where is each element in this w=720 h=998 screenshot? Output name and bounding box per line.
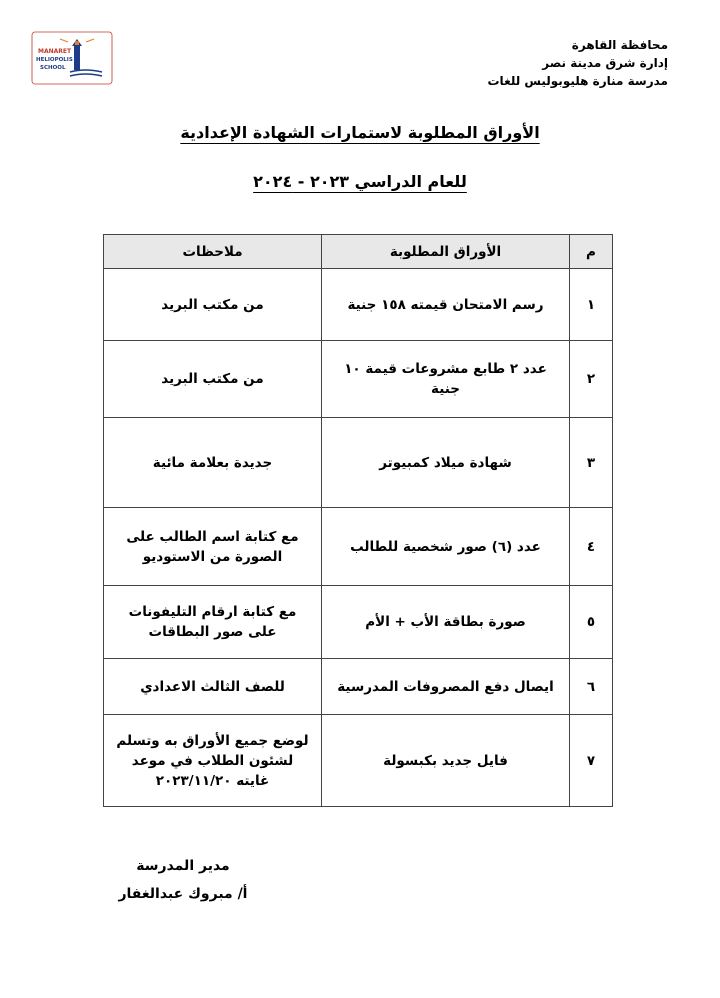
header-notes: ملاحظات [104, 235, 322, 269]
document-title: الأوراق المطلوبة لاستمارات الشهادة الإعدادية [180, 123, 540, 142]
row-note: لوضع جميع الأوراق به وتسلم لشئون الطلاب في موعد غايته ٢٠٢٣/١١/٢٠ [104, 715, 322, 807]
lighthouse-logo-icon [30, 30, 114, 86]
row-number: ٣ [570, 418, 613, 508]
row-document: فايل جديد بكبسولة [322, 715, 570, 807]
table-row [104, 341, 613, 418]
school-name-line: مدرسة منارة هليوبوليس للغات [487, 74, 668, 88]
table-row [104, 418, 613, 508]
header-documents: الأوراق المطلوبة [322, 235, 570, 269]
logo-text-line2: HELIOPOLIS [36, 57, 73, 63]
document-subtitle: للعام الدراسي ٢٠٢٣ - ٢٠٢٤ [253, 172, 467, 191]
logo-text-line1: MANARET [38, 48, 72, 55]
table-row [104, 508, 613, 586]
table-row [104, 586, 613, 659]
row-note: للصف الثالث الاعدادي [104, 659, 322, 715]
row-document: عدد ٢ طابع مشروعات قيمة ١٠ جنية [322, 341, 570, 418]
row-document: ايصال دفع المصروفات المدرسية [322, 659, 570, 715]
required-documents-table [103, 234, 613, 807]
table-header-row [104, 235, 613, 269]
school-logo [30, 30, 114, 86]
school-header [488, 36, 669, 90]
row-document: صورة بطاقة الأب + الأم [322, 586, 570, 659]
row-note: جديدة بعلامة مائية [104, 418, 322, 508]
row-number: ١ [570, 269, 613, 341]
table-row [104, 715, 613, 807]
row-number: ٦ [570, 659, 613, 715]
table-row [104, 659, 613, 715]
principal-signature-block [108, 852, 258, 908]
logo-text-line3: SCHOOL [40, 65, 66, 71]
header-number: م [570, 235, 613, 269]
table-row [104, 269, 613, 341]
row-number: ٤ [570, 508, 613, 586]
row-number: ٥ [570, 586, 613, 659]
governorate-line: محافظة القاهرة [571, 38, 668, 52]
row-note: مع كتابة ارقام التليفونات على صور البطاقات [104, 586, 322, 659]
signature-name: أ/ مبروك عبدالغفار [118, 886, 248, 902]
row-document: شهادة ميلاد كمبيوتر [322, 418, 570, 508]
row-number: ٧ [570, 715, 613, 807]
row-document: رسم الامتحان قيمته ١٥٨ جنية [322, 269, 570, 341]
signature-role: مدير المدرسة [136, 858, 230, 874]
row-note: من مكتب البريد [104, 341, 322, 418]
row-note: من مكتب البريد [104, 269, 322, 341]
row-note: مع كتابة اسم الطالب على الصورة من الاستوديو [104, 508, 322, 586]
row-document: عدد (٦) صور شخصية للطالب [322, 508, 570, 586]
row-number: ٢ [570, 341, 613, 418]
administration-line: إدارة شرق مدينة نصر [542, 56, 668, 70]
